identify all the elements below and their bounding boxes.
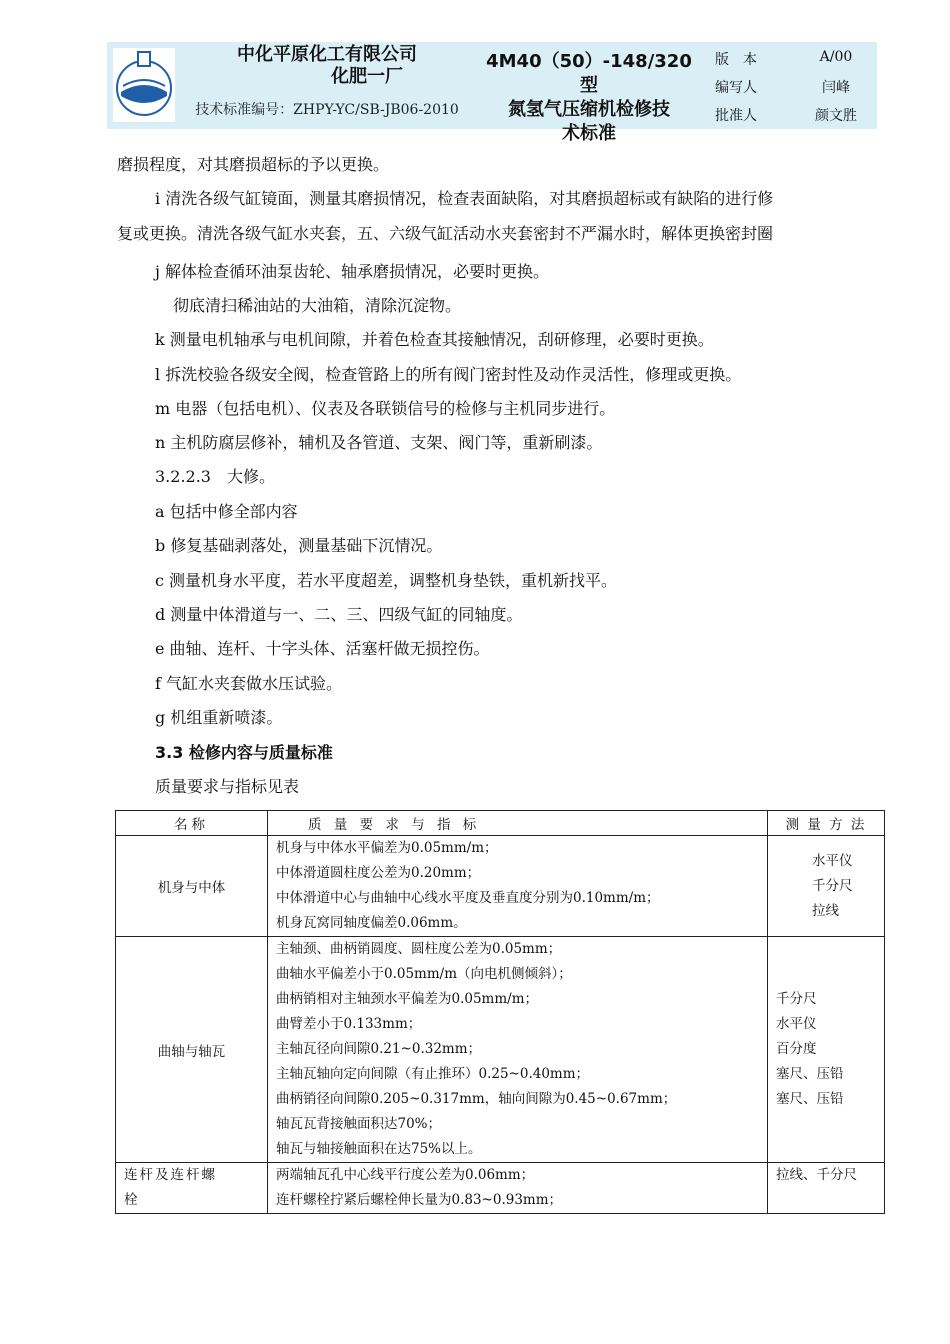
row-requirements bbox=[268, 1163, 768, 1214]
method-line: 千分尺 bbox=[812, 877, 853, 894]
paragraph: e 曲轴、连杆、十字头体、活塞杆做无损控伤。 bbox=[155, 639, 490, 658]
paragraph: i 清洗各级气缸镜面，测量其磨损情况，检查表面缺陷，对其磨损超标或有缺陷的进行修 bbox=[155, 189, 774, 208]
paragraph: 彻底清扫稀油站的大油箱，清除沉淀物。 bbox=[173, 296, 462, 315]
row-requirements bbox=[268, 836, 768, 937]
method-line: 水平仪 bbox=[812, 852, 853, 869]
meta-author-value: 闫峰 bbox=[822, 80, 850, 96]
method-line: 拉线 bbox=[812, 902, 839, 919]
paragraph: l 拆洗校验各级安全阀，检查管路上的所有阀门密封性及动作灵活性，修理或更换。 bbox=[155, 365, 742, 384]
meta-version-key: 版 本 bbox=[715, 52, 757, 68]
requirement-line: 主轴瓦轴向定向间隙（有止推环）0.25~0.40mm； bbox=[276, 1066, 590, 1082]
paragraph: j 解体检查循环油泵齿轮、轴承磨损情况，必要时更换。 bbox=[155, 262, 550, 281]
requirement-line: 曲柄销径向间隙0.205~0.317mm，轴向间隙为0.45~0.67mm； bbox=[276, 1091, 677, 1107]
row-name-line: 连杆及连杆螺 bbox=[124, 1167, 217, 1183]
requirement-line: 曲轴水平偏差小于0.05mm/m（向电机侧倾斜）； bbox=[276, 966, 572, 982]
document-header bbox=[107, 42, 877, 144]
paragraph: d 测量中体滑道与一、二、三、四级气缸的同轴度。 bbox=[155, 605, 523, 624]
table-row bbox=[116, 836, 885, 937]
paragraph: b 修复基础剥落处，测量基础下沉情况。 bbox=[155, 536, 443, 555]
requirement-line: 中体滑道中心与曲轴中心线水平度及垂直度分别为0.10mm/m； bbox=[276, 890, 660, 906]
row-methods bbox=[768, 1163, 885, 1214]
requirement-line: 两端轴瓦孔中心线平行度公差为0.06mm； bbox=[276, 1167, 535, 1183]
paragraph: 3.2.2.3 大修。 bbox=[155, 467, 275, 486]
document-title-line2: 氮氢气压缩机检修技 bbox=[508, 99, 670, 120]
meta-author-key: 编写人 bbox=[715, 80, 757, 96]
standard-number: 技术标准编号：ZHPY-YC/SB-JB06-2010 bbox=[195, 102, 459, 118]
meta-approver-key: 批准人 bbox=[715, 108, 757, 124]
requirement-line: 轴瓦与轴接触面积在达75%以上。 bbox=[276, 1141, 482, 1157]
row-name bbox=[116, 1163, 268, 1214]
method-line: 塞尺、压铅 bbox=[776, 1066, 844, 1082]
document-title bbox=[479, 50, 699, 146]
row-requirements bbox=[268, 937, 768, 1163]
paragraph: a 包括中修全部内容 bbox=[155, 502, 298, 521]
requirement-line: 机身与中体水平偏差为0.05mm/m； bbox=[276, 840, 498, 856]
meta-approver-value: 颜文胜 bbox=[815, 108, 857, 124]
paragraph: 磨损程度，对其磨损超标的予以更换。 bbox=[117, 155, 390, 174]
plant-name: 化肥一厂 bbox=[331, 66, 403, 87]
requirement-line: 连杆螺栓拧紧后螺栓伸长量为0.83~0.93mm； bbox=[276, 1192, 563, 1208]
company-name-line: 中化平原化工有限公司 bbox=[237, 44, 417, 65]
requirement-line: 曲柄销相对主轴颈水平偏差为0.05mm/m； bbox=[276, 991, 539, 1007]
row-name: 机身与中体 bbox=[116, 836, 268, 937]
table-row bbox=[116, 1163, 885, 1214]
document-title-line3: 术标准 bbox=[562, 123, 616, 144]
method-line: 拉线、千分尺 bbox=[776, 1167, 857, 1183]
quality-standard-table bbox=[115, 810, 885, 1214]
row-name: 曲轴与轴瓦 bbox=[116, 937, 268, 1163]
row-methods bbox=[768, 937, 885, 1163]
column-header-method: 测 量 方 法 bbox=[768, 811, 885, 836]
section-heading: 3.3 检修内容与质量标准 bbox=[155, 743, 333, 762]
column-header-requirement: 质 量 要 求 与 指 标 bbox=[268, 811, 768, 836]
method-line: 水平仪 bbox=[776, 1016, 817, 1032]
paragraph: c 测量机身水平度，若水平度超差，调整机身垫铁，重机新找平。 bbox=[155, 571, 618, 590]
requirement-line: 机身瓦窝同轴度偏差0.06mm。 bbox=[276, 915, 467, 931]
company-name bbox=[182, 44, 472, 88]
requirement-line: 主轴瓦径向间隙0.21~0.32mm； bbox=[276, 1041, 482, 1057]
row-methods bbox=[768, 836, 885, 937]
column-header-name: 名称 bbox=[116, 811, 268, 836]
method-line: 千分尺 bbox=[776, 991, 817, 1007]
paragraph: m 电器（包括电机）、仪表及各联锁信号的检修与主机同步进行。 bbox=[155, 399, 616, 418]
requirement-line: 轴瓦瓦背接触面积达70%； bbox=[276, 1116, 442, 1132]
requirement-line: 曲臂差小于0.133mm； bbox=[276, 1016, 422, 1032]
sinochem-logo bbox=[113, 48, 175, 122]
row-name-line: 栓 bbox=[124, 1192, 138, 1208]
paragraph: n 主机防腐层修补，辅机及各管道、支架、阀门等，重新刷漆。 bbox=[155, 433, 603, 452]
method-line: 塞尺、压铅 bbox=[776, 1091, 844, 1107]
requirement-line: 主轴颈、曲柄销圆度、圆柱度公差为0.05mm； bbox=[276, 941, 562, 957]
document-title-line1: 4M40（50）-148/320 型 bbox=[486, 51, 692, 96]
requirement-line: 中体滑道圆柱度公差为0.20mm； bbox=[276, 865, 481, 881]
paragraph: g 机组重新喷漆。 bbox=[155, 708, 283, 727]
table-header-row bbox=[116, 811, 885, 836]
paragraph: 复或更换。清洗各级气缸水夹套，五、六级气缸活动水夹套密封不严漏水时，解体更换密封圈 bbox=[117, 224, 774, 243]
table-row bbox=[116, 937, 885, 1163]
paragraph: k 测量电机轴承与电机间隙，并着色检查其接触情况，刮研修理，必要时更换。 bbox=[155, 330, 714, 349]
paragraph: 质量要求与指标见表 bbox=[155, 777, 300, 796]
paragraph: f 气缸水夹套做水压试验。 bbox=[155, 674, 343, 693]
meta-version-value: A/00 bbox=[819, 49, 853, 65]
method-line: 百分度 bbox=[776, 1041, 817, 1057]
